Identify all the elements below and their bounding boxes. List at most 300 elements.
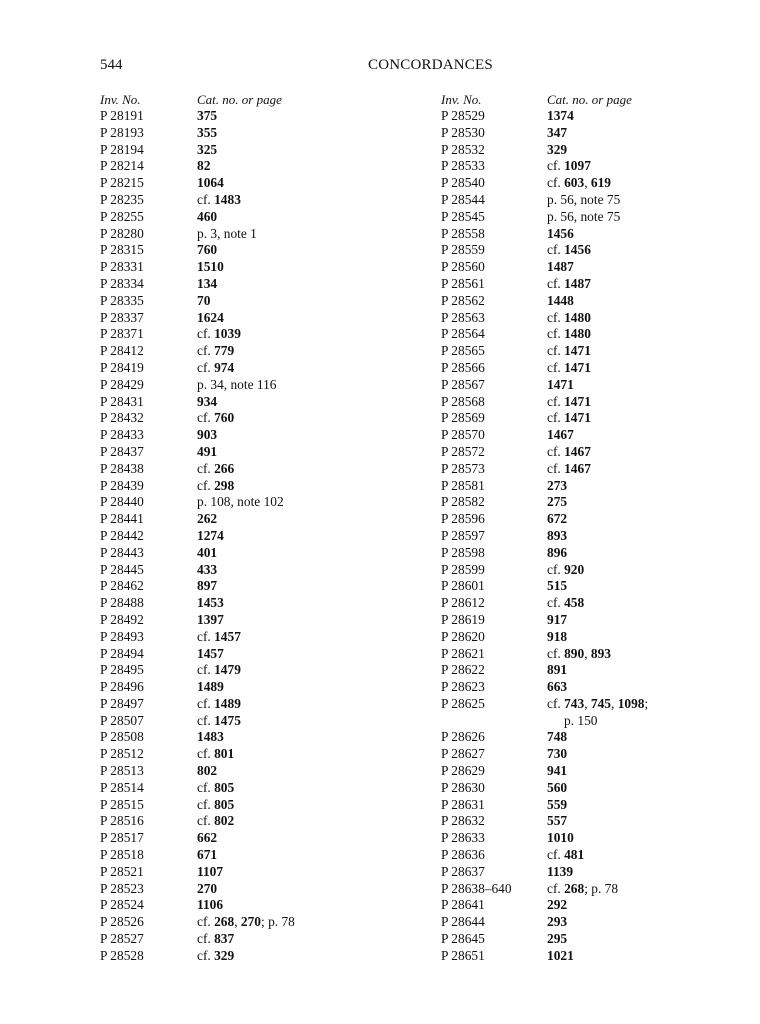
- catalogue-number: 748: [547, 729, 568, 745]
- catalogue-reference: [547, 226, 574, 243]
- inv-number: P 28599: [441, 561, 485, 577]
- inv-number: P 28633: [441, 830, 485, 846]
- catalogue-reference: [547, 847, 584, 864]
- catalogue-reference: [197, 881, 217, 898]
- concordance-row: [100, 830, 410, 847]
- catalogue-reference: [197, 662, 241, 679]
- inv-number: P 28563: [441, 309, 485, 325]
- catalogue-reference: [197, 864, 223, 881]
- inv-number: P 28445: [100, 561, 144, 577]
- inv-number: P 28513: [100, 763, 144, 779]
- catalogue-reference: [197, 360, 234, 377]
- catalogue-number: 920: [564, 561, 585, 577]
- concordance-row: [441, 595, 681, 612]
- concordance-row: [100, 444, 410, 461]
- reference-text: ; p. 78: [261, 914, 295, 930]
- inv-number: P 28638–640: [441, 880, 512, 896]
- catalogue-reference: [197, 545, 217, 562]
- column-header: [100, 91, 410, 108]
- catalogue-reference: [547, 746, 567, 763]
- concordance-rows: [441, 108, 681, 965]
- inv-number: P 28562: [441, 292, 485, 308]
- inv-number: P 28630: [441, 779, 485, 795]
- catalogue-number: 1487: [547, 259, 574, 275]
- inv-number: P 28632: [441, 813, 485, 829]
- inv-number: P 28529: [441, 108, 485, 123]
- catalogue-reference: [547, 209, 620, 226]
- catalogue-number: 1471: [564, 393, 591, 409]
- catalogue-reference: [197, 158, 210, 175]
- inv-number: P 28497: [100, 695, 144, 711]
- reference-text: ,: [584, 695, 591, 711]
- reference-text: cf.: [197, 343, 215, 359]
- concordance-row: [100, 662, 410, 679]
- reference-text: ;: [644, 695, 649, 711]
- inv-number: P 28544: [441, 191, 485, 207]
- concordance-row: [100, 478, 410, 495]
- inv-number: P 28516: [100, 813, 144, 829]
- concordance-row: [441, 931, 681, 948]
- catalogue-number: 890: [564, 645, 585, 661]
- catalogue-reference: [547, 528, 567, 545]
- concordance-row: [100, 646, 410, 663]
- reference-text: cf.: [197, 695, 215, 711]
- inv-number: P 28626: [441, 729, 485, 745]
- catalogue-reference: [547, 662, 567, 679]
- catalogue-reference: [197, 528, 224, 545]
- inv-number: P 28564: [441, 326, 485, 342]
- catalogue-reference: [197, 578, 217, 595]
- catalogue-number: 481: [564, 847, 585, 863]
- concordance-column-left: [100, 91, 410, 965]
- catalogue-reference: [547, 797, 567, 814]
- reference-text: cf.: [547, 561, 565, 577]
- catalogue-number: 730: [547, 746, 568, 762]
- concordance-row: [441, 562, 681, 579]
- catalogue-number: 1467: [564, 443, 591, 459]
- inv-number: P 28532: [441, 141, 485, 157]
- reference-text: cf.: [197, 746, 215, 762]
- reference-text: cf.: [547, 880, 565, 896]
- concordance-row: [100, 293, 410, 310]
- catalogue-reference: [547, 545, 567, 562]
- concordance-row: [100, 242, 410, 259]
- concordance-row: [441, 847, 681, 864]
- inv-number: P 28524: [100, 897, 144, 913]
- inv-number: P 28335: [100, 292, 144, 308]
- inv-number: P 28515: [100, 796, 144, 812]
- concordance-row: [100, 713, 410, 730]
- catalogue-number: 268: [214, 914, 235, 930]
- catalogue-number: 805: [214, 779, 235, 795]
- catalogue-number: 1107: [197, 863, 224, 879]
- catalogue-number: 897: [197, 578, 218, 594]
- concordance-row: [441, 158, 681, 175]
- reference-text: cf.: [547, 410, 565, 426]
- inv-number: P 28493: [100, 628, 144, 644]
- catalogue-number: 1475: [214, 712, 241, 728]
- catalogue-number: 743: [564, 695, 585, 711]
- inv-number: P 28545: [441, 208, 485, 224]
- inv-number: P 28508: [100, 729, 144, 745]
- inv-number: P 28560: [441, 259, 485, 275]
- catalogue-reference: [197, 612, 224, 629]
- catalogue-reference: [547, 729, 567, 746]
- inv-number: P 28235: [100, 191, 144, 207]
- inv-number: P 28443: [100, 544, 144, 560]
- concordance-row: [100, 410, 410, 427]
- catalogue-number: 1374: [547, 108, 574, 123]
- catalogue-number: 329: [214, 947, 235, 963]
- catalogue-number: 1098: [617, 695, 645, 711]
- concordance-row: [441, 713, 681, 730]
- inv-number: P 28528: [100, 947, 144, 963]
- concordance-row: [441, 629, 681, 646]
- concordance-row: [441, 242, 681, 259]
- reference-text: ; p. 78: [584, 880, 619, 896]
- concordance-row: [441, 780, 681, 797]
- reference-text: cf.: [547, 309, 565, 325]
- catalogue-reference: [547, 142, 567, 159]
- catalogue-reference: [197, 478, 234, 495]
- concordance-row: [100, 813, 410, 830]
- catalogue-number: 433: [197, 561, 218, 577]
- concordance-row: [100, 343, 410, 360]
- inv-number: P 28559: [441, 242, 485, 258]
- concordance-row: [100, 578, 410, 595]
- inv-number: P 28517: [100, 830, 144, 846]
- concordance-row: [441, 864, 681, 881]
- reference-text: cf.: [547, 645, 565, 661]
- concordance-row: [100, 763, 410, 780]
- concordance-row: [100, 864, 410, 881]
- catalogue-reference: [547, 461, 591, 478]
- concordance-row: [100, 562, 410, 579]
- catalogue-number: 671: [197, 847, 218, 863]
- inv-number: P 28567: [441, 376, 485, 392]
- catalogue-reference: [547, 478, 567, 495]
- concordance-row: [441, 293, 681, 310]
- inv-number: P 28337: [100, 309, 144, 325]
- catalogue-number: 1064: [197, 175, 224, 191]
- catalogue-number: 903: [197, 427, 218, 443]
- catalogue-number: 802: [214, 813, 235, 829]
- concordance-row: [100, 108, 410, 125]
- inv-number: P 28621: [441, 645, 485, 661]
- inv-number: P 28488: [100, 595, 144, 611]
- reference-text: cf.: [197, 813, 215, 829]
- catalogue-number: 1039: [214, 326, 241, 342]
- catalogue-number: 1106: [197, 897, 224, 913]
- inv-number: P 28431: [100, 393, 144, 409]
- catalogue-reference: [547, 646, 611, 663]
- catalogue-reference: [197, 276, 217, 293]
- inv-number: P 28496: [100, 679, 144, 695]
- reference-text: cf.: [197, 914, 215, 930]
- inv-number: P 28530: [441, 124, 485, 140]
- inv-number: P 28651: [441, 947, 485, 963]
- catalogue-number: 801: [214, 746, 235, 762]
- catalogue-number: 1097: [564, 158, 591, 174]
- reference-text: cf.: [197, 712, 215, 728]
- concordance-row: [100, 461, 410, 478]
- catalogue-reference: [197, 125, 217, 142]
- catalogue-number: 805: [214, 796, 235, 812]
- catalogue-reference: [197, 343, 234, 360]
- concordance-row: [100, 729, 410, 746]
- concordance-row: [441, 226, 681, 243]
- concordance-row: [441, 209, 681, 226]
- inv-number: P 28625: [441, 695, 485, 711]
- reference-text: cf.: [547, 158, 565, 174]
- concordance-row: [441, 410, 681, 427]
- concordance-row: [441, 646, 681, 663]
- concordance-row: [100, 511, 410, 528]
- concordance-row: [100, 427, 410, 444]
- concordance-row: [100, 192, 410, 209]
- catalogue-number: 491: [197, 443, 218, 459]
- inv-number: P 28601: [441, 578, 485, 594]
- concordance-rows: [100, 108, 410, 965]
- concordance-row: [100, 326, 410, 343]
- catalogue-number: 298: [214, 477, 235, 493]
- inv-number: P 28512: [100, 746, 144, 762]
- reference-text: cf.: [197, 191, 215, 207]
- catalogue-number: 401: [197, 544, 218, 560]
- catalogue-number: 896: [547, 544, 568, 560]
- catalogue-reference: [547, 948, 574, 965]
- reference-text: p. 56, note 75: [547, 208, 621, 224]
- inv-number: P 28569: [441, 410, 485, 426]
- catalogue-reference: [197, 847, 217, 864]
- concordance-row: [441, 494, 681, 511]
- reference-text: cf.: [547, 343, 565, 359]
- catalogue-number: 1480: [564, 326, 591, 342]
- reference-text: cf.: [197, 796, 215, 812]
- catalogue-number: 355: [197, 124, 218, 140]
- catalogue-number: 974: [214, 359, 235, 375]
- reference-text: cf.: [547, 175, 565, 191]
- catalogue-number: 1471: [564, 410, 591, 426]
- inv-number: P 28622: [441, 662, 485, 678]
- inv-number: P 28433: [100, 427, 144, 443]
- concordance-row: [100, 142, 410, 159]
- catalogue-reference: [547, 763, 567, 780]
- concordance-row: [100, 881, 410, 898]
- reference-text: cf.: [547, 326, 565, 342]
- inv-number: P 28568: [441, 393, 485, 409]
- page-number: 544: [100, 57, 123, 73]
- inv-number: P 28565: [441, 343, 485, 359]
- inv-number: P 28612: [441, 595, 485, 611]
- catalogue-reference: [197, 259, 224, 276]
- catalogue-number: 329: [547, 141, 568, 157]
- concordance-row: [441, 578, 681, 595]
- catalogue-reference: [197, 242, 217, 259]
- catalogue-number: 802: [197, 763, 218, 779]
- catalogue-number: 375: [197, 108, 218, 123]
- concordance-row: [441, 545, 681, 562]
- catalogue-reference: [197, 108, 217, 125]
- catalogue-number: 779: [214, 343, 235, 359]
- catalogue-reference: [547, 410, 591, 427]
- catalogue-number: 1457: [214, 628, 241, 644]
- concordance-row: [441, 259, 681, 276]
- reference-text: p. 3, note 1: [197, 225, 257, 241]
- inv-number: P 28619: [441, 611, 485, 627]
- catalogue-reference: [547, 377, 574, 394]
- concordance-row: [441, 511, 681, 528]
- inv-number: P 28558: [441, 225, 485, 241]
- concordance-row: [100, 629, 410, 646]
- concordance-row: [100, 595, 410, 612]
- reference-text: cf.: [547, 595, 565, 611]
- catalogue-reference: [197, 427, 217, 444]
- catalogue-number: 1487: [564, 275, 591, 291]
- inv-number: P 28631: [441, 796, 485, 812]
- catalogue-reference: [197, 729, 224, 746]
- inv-number: P 28193: [100, 124, 144, 140]
- inv-number: P 28533: [441, 158, 485, 174]
- concordance-row: [441, 662, 681, 679]
- inv-number: P 28419: [100, 359, 144, 375]
- catalogue-number: 1467: [564, 460, 591, 476]
- reference-text: ,: [611, 695, 618, 711]
- catalogue-reference: [197, 948, 234, 965]
- concordance-row: [441, 914, 681, 931]
- catalogue-reference: [197, 696, 241, 713]
- catalogue-number: 1456: [547, 225, 574, 241]
- reference-text: cf.: [197, 931, 215, 947]
- concordance-row: [100, 931, 410, 948]
- catalogue-reference: [547, 427, 574, 444]
- inv-number: P 28215: [100, 175, 144, 191]
- concordance-row: [441, 444, 681, 461]
- cat-no-header: Cat. no. or page: [197, 92, 282, 107]
- inv-number: P 28462: [100, 578, 144, 594]
- concordance-row: [100, 158, 410, 175]
- catalogue-reference: [197, 931, 234, 948]
- concordance-row: [100, 797, 410, 814]
- concordance-row: [441, 830, 681, 847]
- inv-number: P 28641: [441, 897, 485, 913]
- inv-no-header: Inv. No.: [441, 92, 482, 107]
- reference-text: ,: [234, 914, 241, 930]
- inv-number: P 28573: [441, 460, 485, 476]
- catalogue-reference: [547, 780, 567, 797]
- catalogue-number: 262: [197, 511, 218, 527]
- inv-number: P 28442: [100, 527, 144, 543]
- reference-text: cf.: [197, 947, 215, 963]
- catalogue-reference: [547, 595, 584, 612]
- inv-number: P 28514: [100, 779, 144, 795]
- catalogue-number: 1448: [547, 292, 574, 308]
- reference-text: cf.: [547, 847, 565, 863]
- catalogue-reference: [197, 830, 217, 847]
- reference-text: cf.: [197, 779, 215, 795]
- inv-number: P 28518: [100, 847, 144, 863]
- concordance-row: [100, 259, 410, 276]
- inv-number: [441, 713, 547, 730]
- catalogue-reference: [547, 931, 567, 948]
- inv-number: P 28620: [441, 628, 485, 644]
- catalogue-reference: [197, 562, 217, 579]
- inv-number: P 28280: [100, 225, 144, 241]
- concordance-row: [100, 612, 410, 629]
- concordance-row: [100, 897, 410, 914]
- catalogue-reference: [197, 494, 284, 511]
- concordance-row: [441, 478, 681, 495]
- concordance-row: [441, 427, 681, 444]
- catalogue-number: 934: [197, 393, 218, 409]
- inv-number: P 28194: [100, 141, 144, 157]
- catalogue-reference: [197, 326, 241, 343]
- catalogue-reference: [547, 326, 591, 343]
- catalogue-number: 275: [547, 494, 568, 510]
- concordance-row: [441, 763, 681, 780]
- catalogue-number: 1467: [547, 427, 574, 443]
- catalogue-reference: [197, 226, 257, 243]
- reference-text: cf.: [547, 393, 565, 409]
- catalogue-number: 1489: [214, 695, 241, 711]
- concordance-row: [441, 394, 681, 411]
- catalogue-reference: [197, 797, 234, 814]
- reference-text: cf.: [547, 359, 565, 375]
- inv-number: P 28331: [100, 259, 144, 275]
- catalogue-number: 917: [547, 611, 568, 627]
- inv-number: P 28492: [100, 611, 144, 627]
- catalogue-number: 893: [590, 645, 611, 661]
- concordance-row: [441, 108, 681, 125]
- inv-number: P 28334: [100, 275, 144, 291]
- catalogue-number: 893: [547, 527, 568, 543]
- inv-number: P 28191: [100, 108, 144, 123]
- concordance-row: [441, 461, 681, 478]
- catalogue-reference: [197, 394, 217, 411]
- reference-text: cf.: [197, 477, 215, 493]
- catalogue-reference: [197, 209, 217, 226]
- catalogue-reference: [547, 175, 611, 192]
- catalogue-number: 293: [547, 914, 568, 930]
- concordance-row: [100, 175, 410, 192]
- reference-text: cf.: [547, 443, 565, 459]
- catalogue-reference: [197, 192, 241, 209]
- catalogue-reference: [197, 444, 217, 461]
- catalogue-reference: [197, 175, 224, 192]
- catalogue-reference: [547, 813, 567, 830]
- catalogue-reference: [547, 830, 574, 847]
- concordance-row: [100, 360, 410, 377]
- catalogue-number: 515: [547, 578, 568, 594]
- concordance-row: [441, 612, 681, 629]
- catalogue-number: 1471: [564, 359, 591, 375]
- concordance-row: [100, 394, 410, 411]
- inv-number: P 28644: [441, 914, 485, 930]
- catalogue-reference: [547, 394, 591, 411]
- reference-text: p. 56, note 75: [547, 191, 621, 207]
- inv-number: P 28440: [100, 494, 144, 510]
- inv-number: P 28627: [441, 746, 485, 762]
- concordance-row: [441, 377, 681, 394]
- catalogue-number: 663: [547, 679, 568, 695]
- concordance-row: [100, 696, 410, 713]
- inv-number: P 28645: [441, 931, 485, 947]
- catalogue-number: 1510: [197, 259, 224, 275]
- catalogue-number: 1483: [214, 191, 241, 207]
- catalogue-number: 1010: [547, 830, 574, 846]
- concordance-row: [100, 528, 410, 545]
- inv-number: P 28507: [100, 712, 144, 728]
